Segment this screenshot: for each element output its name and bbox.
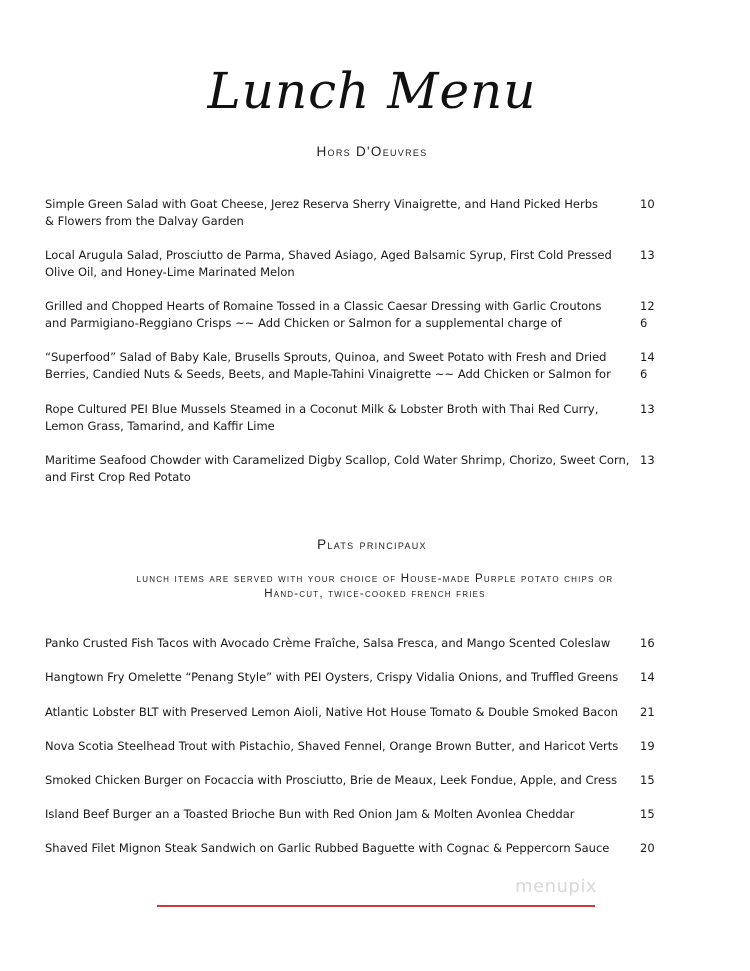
item-line: and Parmigiano-Reggiano Crisps ~~ Add Chicken or Salmon for a supplemental charge of — [45, 316, 562, 330]
item-description — [45, 401, 630, 435]
item-price — [640, 196, 670, 213]
price-value: 13 — [640, 453, 655, 467]
item-line: Island Beef Burger an a Toasted Brioche Bun with Red Onion Jam & Molten Avonlea Cheddar — [45, 807, 575, 821]
item-price — [640, 772, 670, 789]
item-description — [45, 196, 630, 230]
sides-note — [40, 572, 710, 602]
item-price — [640, 349, 670, 383]
price-value: 15 — [640, 773, 655, 787]
menupix-watermark: menupix — [515, 876, 598, 897]
price-value: 13 — [640, 248, 655, 262]
item-price — [640, 840, 670, 857]
section-heading-hors-doeuvres: Hors D'Oeuvres — [316, 144, 428, 159]
price-value: 14 — [640, 670, 655, 684]
sides-note-line: lunch items are served with your choice of House-made Purple potato chips or — [136, 573, 614, 585]
item-line: Lemon Grass, Tamarind, and Kaffir Lime — [45, 419, 275, 433]
item-price — [640, 635, 670, 652]
item-price — [640, 247, 670, 264]
item-description — [45, 247, 630, 281]
item-line: and First Crop Red Potato — [45, 470, 191, 484]
item-description — [45, 738, 630, 755]
item-description — [45, 298, 630, 332]
item-description — [45, 806, 630, 823]
item-description — [45, 349, 630, 383]
price-value: 16 — [640, 636, 655, 650]
item-price — [640, 298, 670, 332]
item-line: Hangtown Fry Omelette “Penang Style” with PEI Oysters, Crispy Vidalia Onions, and Truffled Greens — [45, 670, 619, 684]
item-line: Olive Oil, and Honey-Lime Marinated Melon — [45, 265, 295, 279]
item-line: Grilled and Chopped Hearts of Romaine Tossed in a Classic Caesar Dressing with Garlic Croutons — [45, 299, 602, 313]
item-line: Nova Scotia Steelhead Trout with Pistachio, Shaved Fennel, Orange Brown Butter, and Haricot Verts — [45, 739, 619, 753]
item-line: Rope Cultured PEI Blue Mussels Steamed in a Coconut Milk & Lobster Broth with Thai Red Curry, — [45, 402, 599, 416]
price-value: 15 — [640, 807, 655, 821]
item-line: Maritime Seafood Chowder with Caramelized Digby Scallop, Cold Water Shrimp, Chorizo, Sweet Corn, — [45, 453, 630, 467]
item-description — [45, 635, 630, 652]
item-line: Panko Crusted Fish Tacos with Avocado Crème Fraîche, Salsa Fresca, and Mango Scented Coleslaw — [45, 636, 611, 650]
item-line: “Superfood” Salad of Baby Kale, Brusells Sprouts, Quinoa, and Sweet Potato with Fresh and Dried — [45, 350, 607, 364]
item-description — [45, 669, 630, 686]
price-value: 12 — [640, 299, 655, 313]
item-price — [640, 806, 670, 823]
item-line: Shaved Filet Mignon Steak Sandwich on Garlic Rubbed Baguette with Cognac & Peppercorn Sauce — [45, 841, 610, 855]
price-value: 10 — [640, 197, 655, 211]
item-price — [640, 738, 670, 755]
item-line: & Flowers from the Dalvay Garden — [45, 214, 244, 228]
item-description — [45, 772, 630, 789]
item-description — [45, 704, 630, 721]
price-value: 21 — [640, 705, 655, 719]
section-heading-plats-principaux: Plats principaux — [317, 537, 427, 552]
supplement-price: 6 — [640, 316, 648, 330]
page-title: Lunch Menu — [207, 62, 537, 120]
item-price — [640, 669, 670, 686]
item-description — [45, 840, 630, 857]
price-value: 13 — [640, 402, 655, 416]
footer-rule — [157, 905, 595, 907]
item-line: Berries, Candied Nuts & Seeds, Beets, and Maple-Tahini Vinaigrette ~~ Add Chicken or Salmon for — [45, 367, 611, 381]
price-value: 19 — [640, 739, 655, 753]
item-line: Simple Green Salad with Goat Cheese, Jerez Reserva Sherry Vinaigrette, and Hand Picked Herbs — [45, 197, 598, 211]
supplement-price: 6 — [640, 367, 648, 381]
item-price — [640, 401, 670, 418]
sides-note-line: Hand-cut, twice-cooked french fries — [264, 588, 486, 600]
item-line: Smoked Chicken Burger on Focaccia with Prosciutto, Brie de Meaux, Leek Fondue, Apple, and Cress — [45, 773, 618, 787]
item-line: Atlantic Lobster BLT with Preserved Lemon Aioli, Native Hot House Tomato & Double Smoked Bacon — [45, 705, 618, 719]
item-description — [45, 452, 630, 486]
item-price — [640, 452, 670, 469]
price-value: 14 — [640, 350, 655, 364]
item-price — [640, 704, 670, 721]
item-line: Local Arugula Salad, Prosciutto de Parma, Shaved Asiago, Aged Balsamic Syrup, First Cold Pressed — [45, 248, 612, 262]
price-value: 20 — [640, 841, 655, 855]
